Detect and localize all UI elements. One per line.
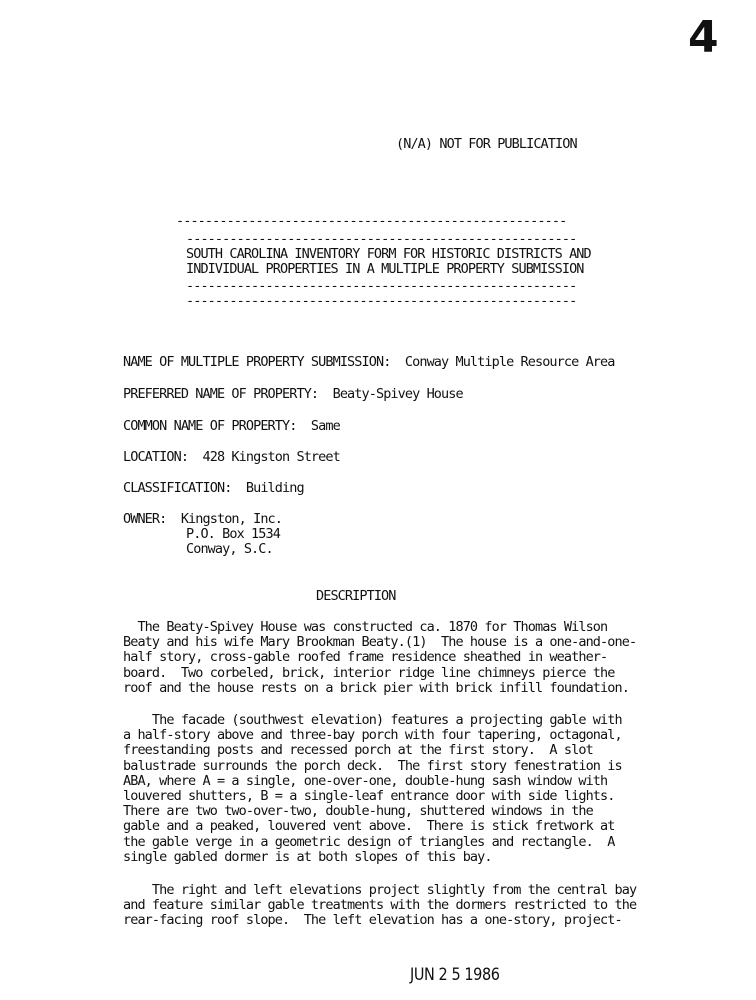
header-rule-top: ------------------------------------------------------ (176, 213, 567, 229)
owner-address-line: P.O. Box 1534 (186, 526, 280, 542)
received-date-stamp: JUN 2 5 1986 (410, 965, 500, 985)
owner-field: OWNER: Kingston, Inc. (123, 511, 283, 527)
description-heading: DESCRIPTION (316, 588, 396, 604)
publication-notice: (N/A) NOT FOR PUBLICATION (396, 136, 577, 152)
description-paragraph: The Beaty-Spivey House was constructed ca. 1870 for Thomas Wilson Beaty and his wife Mary Brookman Beaty.(1) The house is a one-and-one- half story, cross-gable roofed frame residence sheathed in weather- board. Two corbeled, brick, interior ridge line chimneys pierce the roof and the house rests on a brick pier with brick infill foundation. (123, 619, 637, 696)
submission-name-field: NAME OF MULTIPLE PROPERTY SUBMISSION: Conway Multiple Resource Area (123, 354, 615, 370)
owner-address-line: Conway, S.C. (186, 541, 273, 557)
preferred-name-field: PREFERRED NAME OF PROPERTY: Beaty-Spivey House (123, 386, 463, 402)
common-name-field: COMMON NAME OF PROPERTY: Same (123, 418, 340, 434)
description-paragraph: The facade (southwest elevation) features a projecting gable with a half-story above and three-bay porch with four tapering, octagonal, freestanding posts and recessed porch at the first story. A slot balustrade surrounds the porch deck. The first story fenestration is ABA, where A = a single, one-over-one, double-hung sash window with louvered shutters, B = a single-leaf entrance door with side lights. There are two two-over-two, double-hung, shuttered windows in the gable and a peaked, louvered vent above. There is stick fretwork at the gable verge in a geometric design of triangles and rectangle. A single gabled dormer is at both slopes of this bay. (123, 712, 622, 865)
description-paragraph: The right and left elevations project slightly from the central bay and feature similar gable treatments with the dormers restricted to the rear-facing roof slope. The left elevation has a one-story, project- (123, 882, 637, 929)
classification-field: CLASSIFICATION: Building (123, 480, 304, 496)
header-rule: ------------------------------------------------------ (186, 293, 577, 309)
page-number: 4 (688, 12, 719, 63)
header-rule: ------------------------------------------------------ (186, 231, 577, 247)
form-title: SOUTH CAROLINA INVENTORY FORM FOR HISTORIC DISTRICTS AND INDIVIDUAL PROPERTIES IN A MULTIPLE PROPERTY SUBMISSION (186, 246, 591, 278)
location-field: LOCATION: 428 Kingston Street (123, 449, 340, 465)
header-rule: ------------------------------------------------------ (186, 278, 577, 294)
